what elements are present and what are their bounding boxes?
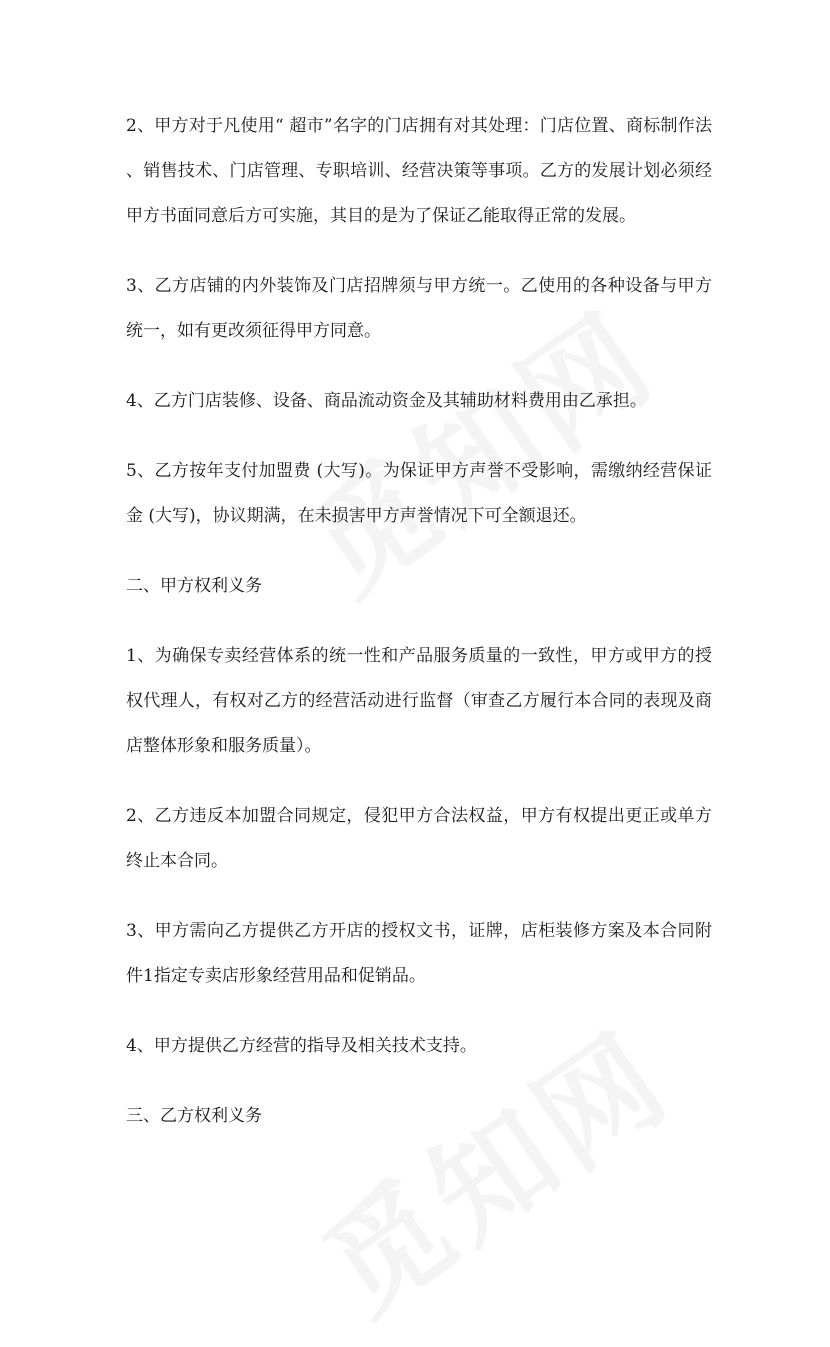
section-heading-party-a: 二、甲方权利义务 (126, 576, 262, 596)
paragraph-a2-rights: 2、甲方对于凡使用“ 超市”名字的门店拥有对其处理：门店位置、商标制作法、销售技术、门店管理、专职培训、经营决策等事项。乙方的发展计划必须经甲方书面同意后方可实施，其目的是为了保证乙能取得正常的发展。 (126, 116, 712, 226)
paragraph-b4-support: 4、甲方提供乙方经营的指导及相关技术支持。 (126, 1036, 477, 1056)
section-heading-party-b: 三、乙方权利义务 (126, 1106, 262, 1126)
contract-body (126, 104, 712, 1139)
paragraph-a4-costs: 4、乙方门店装修、设备、商品流动资金及其辅助材料费用由乙承担。 (126, 391, 647, 411)
paragraph-a5-fees: 5、乙方按年支付加盟费 (大写)。为保证甲方声誉不受影响，需缴纳经营保证金 (大写)，协议期满，在未损害甲方声誉情况下可全额退还。 (126, 461, 712, 526)
paragraph-b1-supervision: 1、为确保专卖经营体系的统一性和产品服务质量的一致性，甲方或甲方的授权代理人，有权对乙方的经营活动进行监督（审查乙方履行本合同的表现及商店整体形象和服务质量）。 (126, 646, 712, 756)
paragraph-b3-documents: 3、甲方需向乙方提供乙方开店的授权文书，证牌，店柜装修方案及本合同附件1指定专卖店形象经营用品和促销品。 (126, 921, 712, 986)
paragraph-b2-termination: 2、乙方违反本加盟合同规定，侵犯甲方合法权益，甲方有权提出更正或单方终止本合同。 (126, 806, 712, 871)
paragraph-a3-decoration: 3、乙方店铺的内外装饰及门店招牌须与甲方统一。乙使用的各种设备与甲方统一，如有更改须征得甲方同意。 (126, 276, 712, 341)
